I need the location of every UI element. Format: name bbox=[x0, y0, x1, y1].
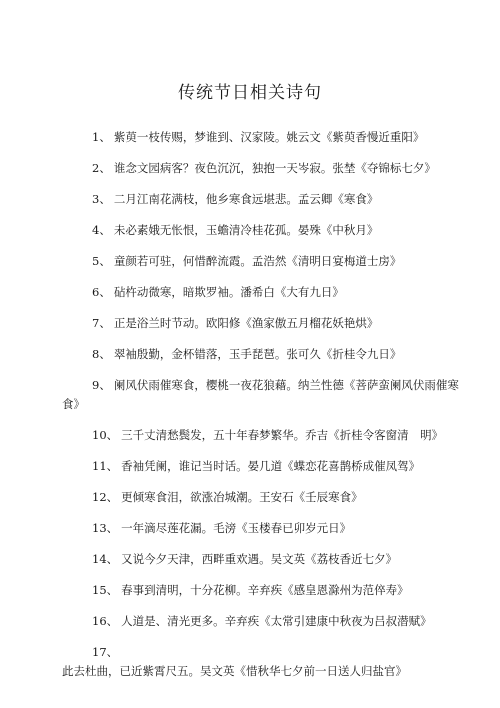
poem-number: 15、 bbox=[92, 583, 119, 597]
poem-number: 10、 bbox=[92, 428, 119, 442]
list-item bbox=[62, 519, 462, 538]
poem-number: 17、 bbox=[92, 645, 119, 659]
poem-text: 翠袖殷勤，金杯错落，玉手琵琶。张可久《折桂令九日》 bbox=[113, 347, 402, 361]
poem-number: 11、 bbox=[92, 459, 119, 473]
poem-list bbox=[62, 128, 462, 693]
list-item bbox=[62, 314, 462, 333]
poem-number: 13、 bbox=[92, 521, 119, 535]
list-item bbox=[62, 221, 462, 240]
poem-text: 又说今夕天津，西畔重欢遇。吴文英《荔枝香近七夕》 bbox=[121, 552, 398, 566]
poem-text: 春事到清明，十分花柳。辛弃疾《感皇恩滁州为范倅寿》 bbox=[121, 583, 409, 597]
list-item bbox=[62, 457, 462, 476]
poem-text: 此去杜曲，已近紫霄尺五。吴文英《惜秋华七夕前一日送人归盐官》 bbox=[62, 664, 407, 678]
poem-text: 谁念文园病客？夜色沉沉，独抱一天岑寂。张埜《夺锦标七夕》 bbox=[113, 161, 436, 175]
poem-text: 三千丈清愁鬓发，五十年春梦繁华。乔吉《折桂令客窗清 明》 bbox=[121, 428, 444, 442]
list-item bbox=[62, 376, 462, 414]
poem-number: 12、 bbox=[92, 490, 119, 504]
poem-number: 7、 bbox=[92, 316, 111, 330]
poem-text: 人道是、清光更多。辛弃疾《太常引建康中秋夜为吕叔潜赋》 bbox=[121, 614, 432, 628]
list-item bbox=[62, 581, 462, 600]
poem-number: 9、 bbox=[92, 378, 111, 392]
list-item bbox=[62, 190, 462, 209]
list-item bbox=[62, 345, 462, 364]
list-item bbox=[62, 426, 462, 445]
poem-text: 一年滴尽莲花漏。毛滂《玉楼春已卯岁元日》 bbox=[121, 521, 352, 535]
poem-text: 更倾寒食泪，欲涨冶城潮。王安石《壬辰寒食》 bbox=[121, 490, 363, 504]
poem-number: 16、 bbox=[92, 614, 119, 628]
list-item bbox=[62, 550, 462, 569]
list-item bbox=[62, 159, 462, 178]
poem-text: 正是浴兰时节动。欧阳修《渔家傲五月榴花妖艳烘》 bbox=[113, 316, 379, 330]
page-title: 传统节日相关诗句 bbox=[178, 83, 322, 103]
poem-text: 阑风伏雨催寒食，樱桃一夜花狼藉。纳兰性德《菩萨蛮阑风伏雨催寒食》 bbox=[62, 378, 459, 411]
poem-number: 6、 bbox=[92, 285, 111, 299]
poem-text: 紫萸一枝传赐，梦谁到、汉家陵。姚云文《紫萸香慢近重阳》 bbox=[113, 130, 425, 144]
list-item bbox=[62, 283, 462, 302]
poem-number: 2、 bbox=[92, 161, 111, 175]
poem-number: 1、 bbox=[92, 130, 111, 144]
poem-number: 3、 bbox=[92, 192, 111, 206]
poem-text: 童颜若可驻，何惜醉流霞。孟浩然《清明日宴梅道士房》 bbox=[113, 254, 402, 268]
poem-number: 14、 bbox=[92, 552, 119, 566]
list-item bbox=[62, 612, 462, 631]
list-item bbox=[62, 128, 462, 147]
poem-number: 8、 bbox=[92, 347, 111, 361]
poem-text: 砧杵动微寒，暗欺罗袖。潘希白《大有九日》 bbox=[113, 285, 344, 299]
list-item bbox=[62, 488, 462, 507]
poem-number: 4、 bbox=[92, 223, 111, 237]
poem-text: 二月江南花满枝，他乡寒食远堪悲。孟云卿《寒食》 bbox=[113, 192, 379, 206]
poem-text: 未必素娥无怅恨，玉蟾清冷桂花孤。晏殊《中秋月》 bbox=[113, 223, 379, 237]
poem-number: 5、 bbox=[92, 254, 111, 268]
list-item bbox=[62, 252, 462, 271]
poem-text: 香袖凭阑，谁记当时话。晏几道《蝶恋花喜鹊桥成催凤驾》 bbox=[121, 459, 421, 473]
list-item bbox=[62, 643, 462, 681]
